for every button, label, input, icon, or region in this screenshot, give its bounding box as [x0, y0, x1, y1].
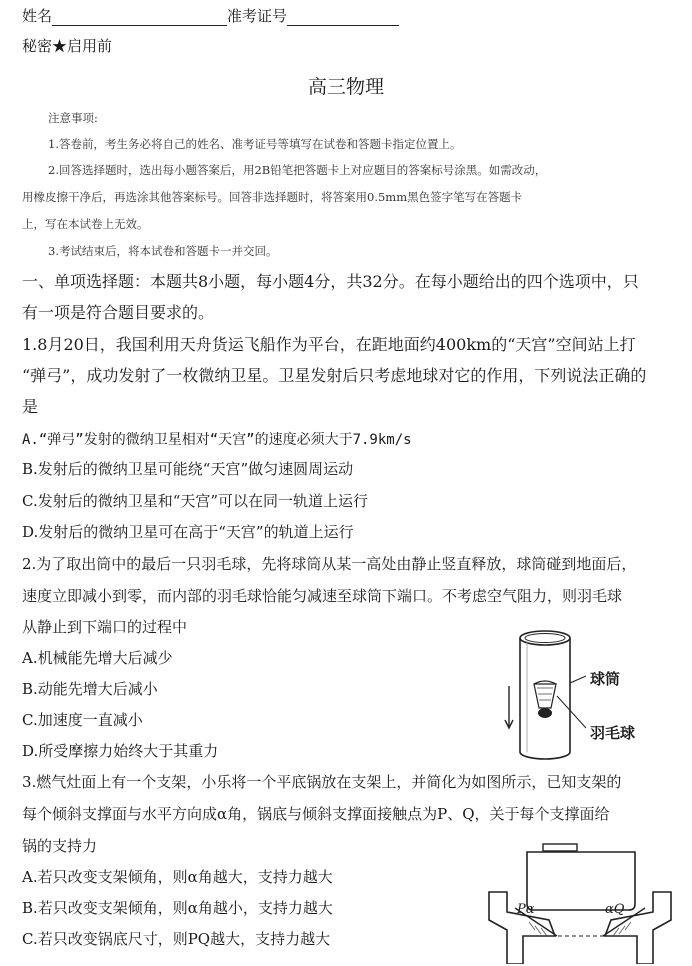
page-title: 高三物理: [307, 76, 384, 98]
section-heading-line-1: 一、单项选择题：本题共8小题，每小题4分，共32分。在每小题给出的四个选项中，只: [22, 272, 639, 291]
q3-option-a: A.若只改变支架倾角，则α角越大，支持力越大: [22, 868, 333, 886]
exam-id-label: 准考证号: [227, 7, 288, 25]
q2-option-d: D.所受摩擦力始终大于其重力: [22, 742, 219, 760]
exam-id-blank: [287, 9, 399, 26]
shuttlecock-label: 羽毛球: [590, 724, 636, 742]
q3-option-c: C.若只改变锅底尺寸，则PQ越大，支持力越大: [22, 930, 331, 948]
q3-stem-line-2: 每个倾斜支撑面与水平方向成α角，锅底与倾斜支撑面接触点为P、Q，关于每个支撑面给: [22, 805, 610, 823]
q3-stem-line-3: 锅的支持力: [22, 837, 98, 855]
notes-heading: 注意事项:: [48, 111, 98, 125]
name-field: [22, 6, 399, 26]
note-item-2-line-1: 2.回答选择题时，选出每小题答案后，用2B铅笔把答题卡上对应题目的答案标号涂黑。如需改动，: [48, 163, 547, 177]
q-alpha-label: αQ: [605, 902, 625, 917]
q2-stem-line-1: 2.为了取出筒中的最后一只羽毛球，先将球筒从某一高处由静止竖直释放，球筒碰到地面后，: [22, 555, 637, 573]
note-item-3: 3.考试结束后，将本试卷和答题卡一并交回。: [48, 244, 278, 258]
q1-stem-line-2: “弹弓”，成功发射了一枚微纳卫星。卫星发射后只考虑地球对它的作用，下列说法正确的: [22, 366, 647, 385]
tube-label: 球筒: [590, 670, 621, 688]
name-label: 姓名: [22, 7, 53, 25]
secret-note: 秘密★启用前: [22, 37, 113, 55]
name-blank: [52, 9, 227, 26]
q1-option-d: D.发射后的微纳卫星可在高于“天宫”的轨道上运行: [22, 523, 354, 541]
q2-option-c: C.加速度一直减小: [22, 711, 143, 729]
q1-option-c: C.发射后的微纳卫星和“天宫”可以在同一轨道上运行: [22, 492, 369, 510]
q1-stem-line-3: 是: [22, 397, 39, 416]
q2-stem-line-2: 速度立即减小到零，而内部的羽毛球恰能匀减速至球筒下端口。不考虑空气阻力，则羽毛球: [22, 587, 623, 605]
note-item-2-line-3: 上，写在本试卷上无效。: [22, 217, 149, 231]
q2-option-a: A.机械能先增大后减少: [22, 649, 173, 667]
section-heading-line-2: 有一项是符合题目要求的。: [22, 303, 215, 322]
q1-option-b: B.发射后的微纳卫星可能绕“天宫”做匀速圆周运动: [22, 460, 354, 478]
tube-figure: [500, 628, 660, 768]
q3-stem-line-1: 3.燃气灶面上有一个支架，小乐将一个平底锅放在支架上，并简化为如图所示，已知支架的: [22, 773, 622, 791]
q1-stem-line-1: 1.8月20日，我国利用天舟货运飞船作为平台，在距地面约400km的“天宫”空间站上打: [22, 335, 636, 354]
q3-option-b: B.若只改变支架倾角，则α角越小，支持力越大: [22, 899, 333, 917]
q2-stem-line-3: 从静止到下端口的过程中: [22, 618, 188, 636]
note-item-2-line-2: 用橡皮擦干净后，再选涂其他答案标号。回答非选择题时，将答案用0.5mm黑色签字笔写在答题卡: [22, 190, 523, 204]
q2-option-b: B.动能先增大后减小: [22, 680, 158, 698]
q1-option-a: A.“弹弓”发射的微纳卫星相对“天宫”的速度必须大于7.9km/s: [22, 432, 412, 448]
note-item-1: 1.答卷前，考生务必将自己的姓名、准考证号等填写在试卷和答题卡指定位置上。: [48, 137, 462, 151]
p-alpha-label: Pα: [517, 902, 535, 917]
pan-stand-figure: [485, 842, 675, 964]
